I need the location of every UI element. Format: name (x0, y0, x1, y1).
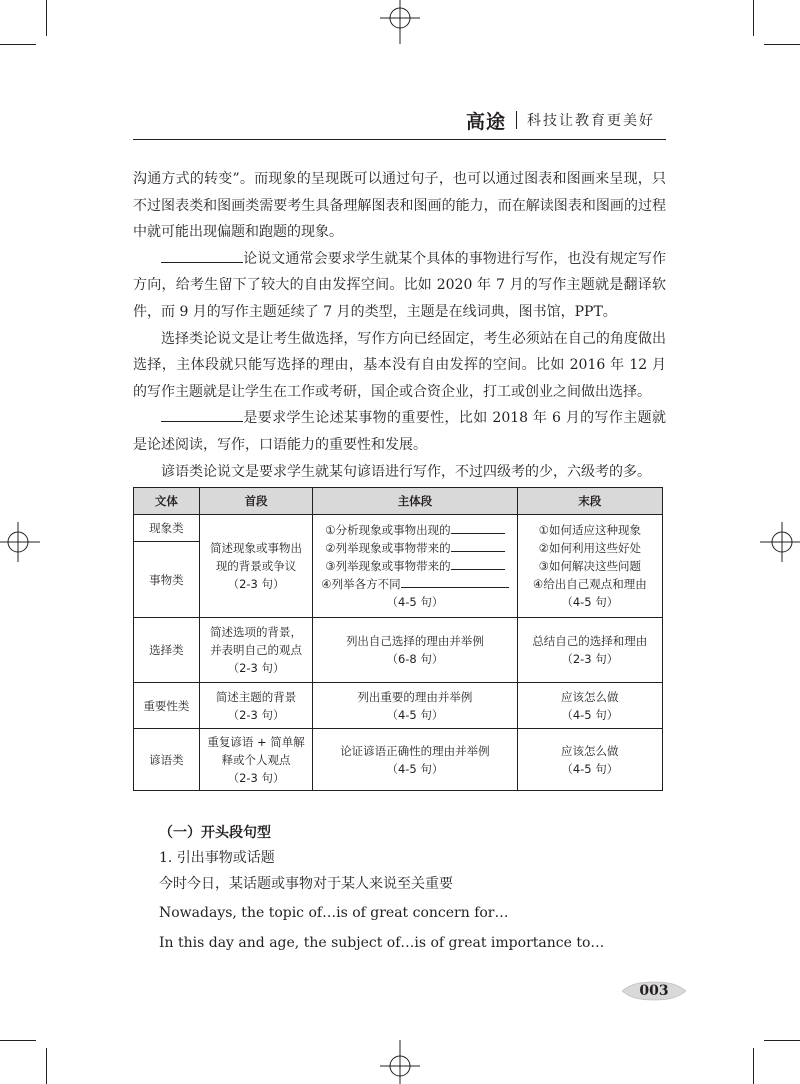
cell-line: 论证谚语正确性的理由并举例 (340, 743, 490, 758)
cell-line: （2-3 句） (227, 661, 285, 675)
paragraph: 谚语类论说文是要求学生就某句谚语进行写作，不过四级考的少，六级考的多。 (161, 463, 651, 480)
section-subtitle: 1. 引出事物或话题 (159, 850, 275, 866)
cell-line: 现的背景或争议 (215, 559, 297, 573)
table-cell-type: 事物类 (134, 542, 200, 618)
registration-mark-icon (0, 522, 40, 562)
registration-mark-icon (760, 522, 800, 562)
table-cell-type: 选择类 (134, 618, 200, 683)
crop-mark (46, 0, 47, 36)
table-cell-opening (199, 618, 312, 683)
registration-mark-icon (380, 1040, 420, 1084)
table-cell-opening (199, 515, 312, 618)
cell-line: ①如何适应这种现象 (538, 523, 641, 537)
pattern-line: Nowadays, the topic of…is of great concern for… (159, 905, 509, 921)
paragraph: 选择类论说文是让考生做选择，写作方向已经固定，考生必须站在自己的角度做出选择，主体段就只能写选择的理由，基本没有自由发挥的空间。比如 2016 年 12 月的写作主题就是让学生在工作或考研，国企或合资企业，打工或创业之间做出选择。 (133, 330, 666, 400)
table-cell-ending (517, 618, 662, 683)
header-divider (516, 111, 517, 129)
paragraph (133, 405, 666, 458)
table-row (134, 618, 663, 683)
cell-line-text: ③列举现象或事物带来的 (325, 559, 451, 573)
cell-line: ③如何解决这些问题 (538, 559, 641, 573)
section-title: （一）开头段句型 (159, 825, 271, 841)
table-cell-type: 现象类 (134, 515, 200, 542)
fill-blank (161, 407, 243, 422)
cell-line-text: ①分析现象或事物出现的 (325, 523, 451, 537)
cell-line: （4-5 句） (386, 761, 444, 776)
cell-line: （4-5 句） (386, 595, 444, 609)
table-header-row (134, 488, 663, 515)
cell-line: ②如何利用这些好处 (538, 541, 641, 555)
fill-blank (451, 558, 505, 570)
cell-line: 总结自己的选择和理由 (532, 634, 648, 648)
crop-mark (753, 0, 754, 36)
crop-mark (0, 1040, 36, 1041)
table-cell-ending (517, 515, 662, 618)
cell-line: 简述选项的背景， (210, 625, 303, 639)
cell-line: 重复谚语 + 简单解 (207, 734, 305, 749)
crop-mark (764, 44, 800, 45)
table-cell-opening (199, 729, 312, 791)
fill-blank (161, 248, 243, 263)
cell-line: 并表明自己的观点 (210, 643, 303, 657)
paragraph-text: 论说文通常会要求学生就某个具体的事物进行写作，也没有规定写作方向，给考生留下了较大的自由发挥空间。比如 2020 年 7 月的写作主题就是翻译软件，而 9 月的写作主题延续了 7 月的类型，主题是在线词典，图书馆，PPT。 (133, 250, 666, 320)
paragraph: 沟通方式的转变”。而现象的呈现既可以通过句子，也可以通过图表和图画来呈现，只不过图表类和图画类需要考生具备理解图表和图画的能力，而在解读图表和图画的过程中就可能出现偏题和跑题的现象。 (133, 171, 666, 241)
cell-line (316, 575, 513, 593)
fill-blank (451, 540, 505, 552)
table-cell-body (313, 618, 517, 683)
pattern-line: In this day and age, the subject of…is of great importance to… (159, 934, 605, 951)
cell-line: 列出自己选择的理由并举例 (345, 634, 484, 648)
table-cell-body (313, 515, 517, 618)
table-header-cell: 主体段 (313, 488, 517, 515)
cell-line: （4-5 句） (561, 707, 619, 722)
pattern-line: 今时今日，某话题或事物对于某人来说至关重要 (159, 875, 453, 892)
table-cell-opening (199, 683, 312, 729)
cell-line: （2-3 句） (227, 577, 285, 591)
opening-patterns-section (133, 822, 666, 956)
registration-mark-icon (380, 0, 420, 44)
cell-line: 应该怎么做 (561, 689, 619, 704)
fill-blank (401, 576, 509, 588)
paragraph-text: 是要求学生论述某事物的重要性，比如 2018 年 6 月的写作主题就是论述阅读，写作，口语能力的重要性和发展。 (133, 410, 666, 453)
cell-line (316, 539, 513, 557)
table-cell-type: 谚语类 (134, 729, 200, 791)
cell-line: ④给出自己观点和理由 (532, 577, 647, 591)
essay-structure-table (133, 487, 663, 791)
table-cell-type: 重要性类 (134, 683, 200, 729)
table-row (134, 683, 663, 729)
table-row (134, 729, 663, 791)
cell-line: （2-3 句） (227, 770, 285, 785)
table-row (134, 515, 663, 542)
header-tagline: 科技让教育更美好 (527, 113, 656, 129)
cell-line: （4-5 句） (561, 761, 619, 776)
page-header (466, 106, 655, 134)
crop-mark (764, 1040, 800, 1041)
cell-line: 列出重要的理由并举例 (357, 689, 473, 704)
cell-line: （4-5 句） (561, 595, 619, 609)
cell-line-text: ④列举各方不同 (321, 577, 401, 591)
brand-logo: 高途 (466, 110, 507, 133)
cell-line: 简述主题的背景 (215, 689, 297, 704)
cell-line (316, 521, 513, 539)
cell-line: （6-8 句） (386, 652, 444, 666)
table-header-cell: 文体 (134, 488, 200, 515)
table-cell-ending (517, 729, 662, 791)
cell-line: 应该怎么做 (561, 743, 619, 758)
paragraph (133, 246, 666, 326)
page-number-badge (622, 980, 686, 1002)
table-cell-body (313, 683, 517, 729)
fill-blank (451, 522, 505, 534)
crop-mark (753, 1048, 754, 1084)
cell-line: （2-3 句） (227, 707, 285, 722)
cell-line: 简述现象或事物出 (210, 541, 303, 555)
crop-mark (46, 1048, 47, 1084)
cell-line-text: ②列举现象或事物带来的 (325, 541, 451, 555)
cell-line: （4-5 句） (386, 707, 444, 722)
body-text (133, 166, 666, 485)
crop-mark (0, 44, 36, 45)
table-header-cell: 末段 (517, 488, 662, 515)
table-header-cell: 首段 (199, 488, 312, 515)
header-rule (133, 139, 666, 140)
cell-line: 释或个人观点 (221, 752, 291, 767)
cell-line (316, 557, 513, 575)
page-number: 003 (639, 983, 669, 999)
table-cell-ending (517, 683, 662, 729)
table-cell-body (313, 729, 517, 791)
cell-line: （2-3 句） (561, 652, 619, 666)
